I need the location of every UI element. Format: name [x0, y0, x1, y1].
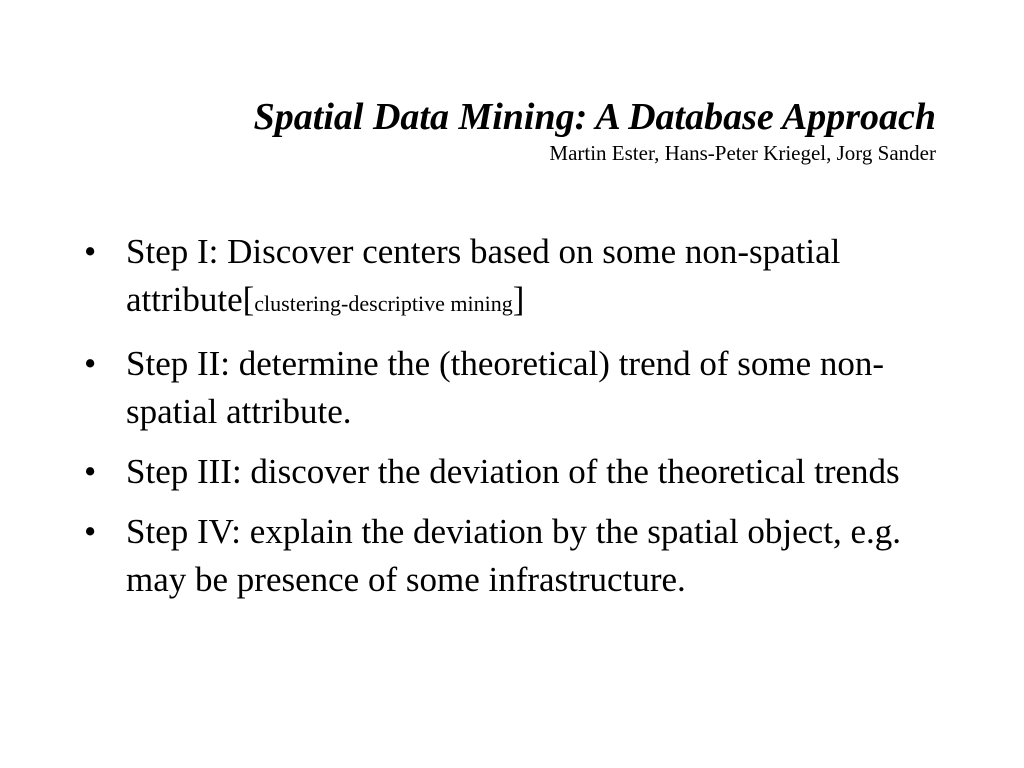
bullet-text-2: Step II: determine the (theoretical) trend of some non-spatial attribute.	[126, 344, 885, 431]
bullet-list	[84, 228, 944, 616]
bullet-item-2	[84, 340, 944, 436]
bullet-icon: •	[84, 452, 97, 491]
bullet-note-1: clustering-descriptive mining	[254, 291, 513, 316]
bullet-item-4	[84, 508, 944, 604]
slide-authors: Martin Ester, Hans-Peter Kriegel, Jorg Sander	[549, 141, 936, 165]
bullet-item-3	[84, 448, 944, 496]
bullet-icon: •	[84, 512, 97, 551]
bullet-text-3: Step III: discover the deviation of the theoretical trends	[126, 452, 900, 491]
title-block	[96, 95, 936, 167]
bullet-text-4: Step IV: explain the deviation by the spatial object, e.g. may be presence of some infrastructure.	[126, 512, 901, 599]
bullet-item-1	[84, 228, 944, 328]
bullet-icon: •	[84, 232, 97, 271]
bullet-closing-1: ]	[512, 280, 525, 319]
bullet-icon: •	[84, 344, 97, 383]
bullet-text-1: Step I: Discover centers based on some non-spatial attribute[	[126, 232, 841, 319]
slide-title: Spatial Data Mining: A Database Approach	[253, 96, 936, 138]
